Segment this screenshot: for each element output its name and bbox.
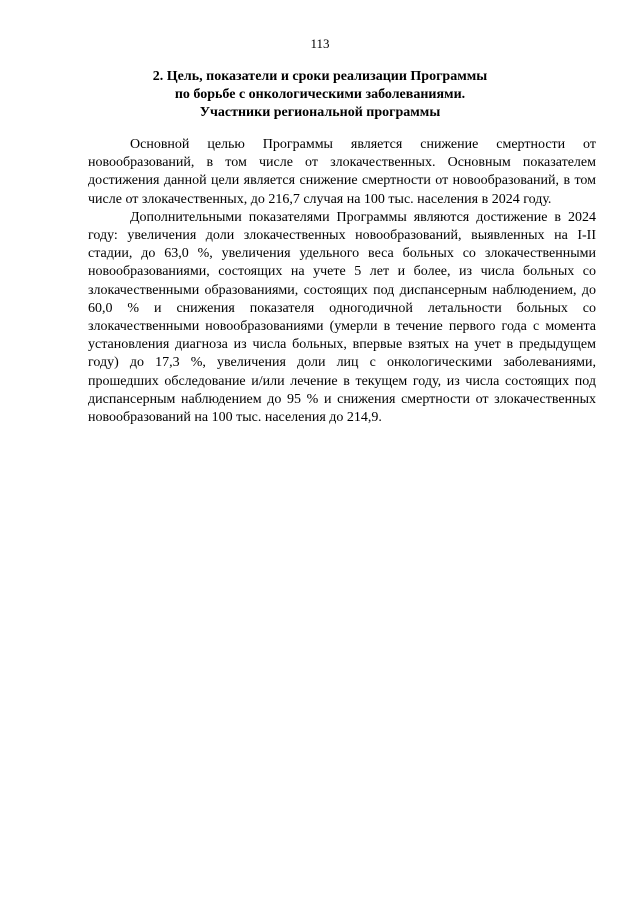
section-heading-line-2: по борьбе с онкологическими заболеваниями. (174, 87, 466, 102)
paragraph-additional-indicators: Дополнительными показателями Программы являются достижение в 2024 году: увеличения доли злокачественных новообразований, выявленных на I-II стадии, до 63,0 %, увеличения удельного веса больных со злокачественными новообразованиями, состоящих на учете 5 лет и более, из числа больных со злокачественными образованиями, состоящих под диспансерным наблюдением, до 60,0 % и снижения показателя одногодичной летальности больных со злокачественными новообразованиями (умерли в течение первого года с момента установления диагноза из числа больных, впервые взятых на учет в предыдущем году) до 17,3 %, увеличения доли лиц с онкологическими заболеваниями, прошедших обследование и/или лечение в текущем году, из числа состоящих под диспансерным наблюдением до 95 % и снижения смертности от злокачественных новообразований на 100 тыс. населения до 214,9. (88, 209, 596, 426)
page-number: 113 (310, 36, 330, 51)
section-heading-line-3: Участники региональной программы (199, 105, 441, 120)
body-text (88, 136, 596, 427)
paragraph-main-goal: Основной целью Программы является снижение смертности от новообразований, в том числе от злокачественных. Основным показателем достижения данной цели является снижение смертности от новообразований, в том числе от злокачественных, до 216,7 случая на 100 тыс. населения в 2024 году. (88, 137, 596, 207)
section-heading (88, 68, 552, 122)
section-heading-line-1: 2. Цель, показатели и сроки реализации Программы (152, 69, 488, 84)
